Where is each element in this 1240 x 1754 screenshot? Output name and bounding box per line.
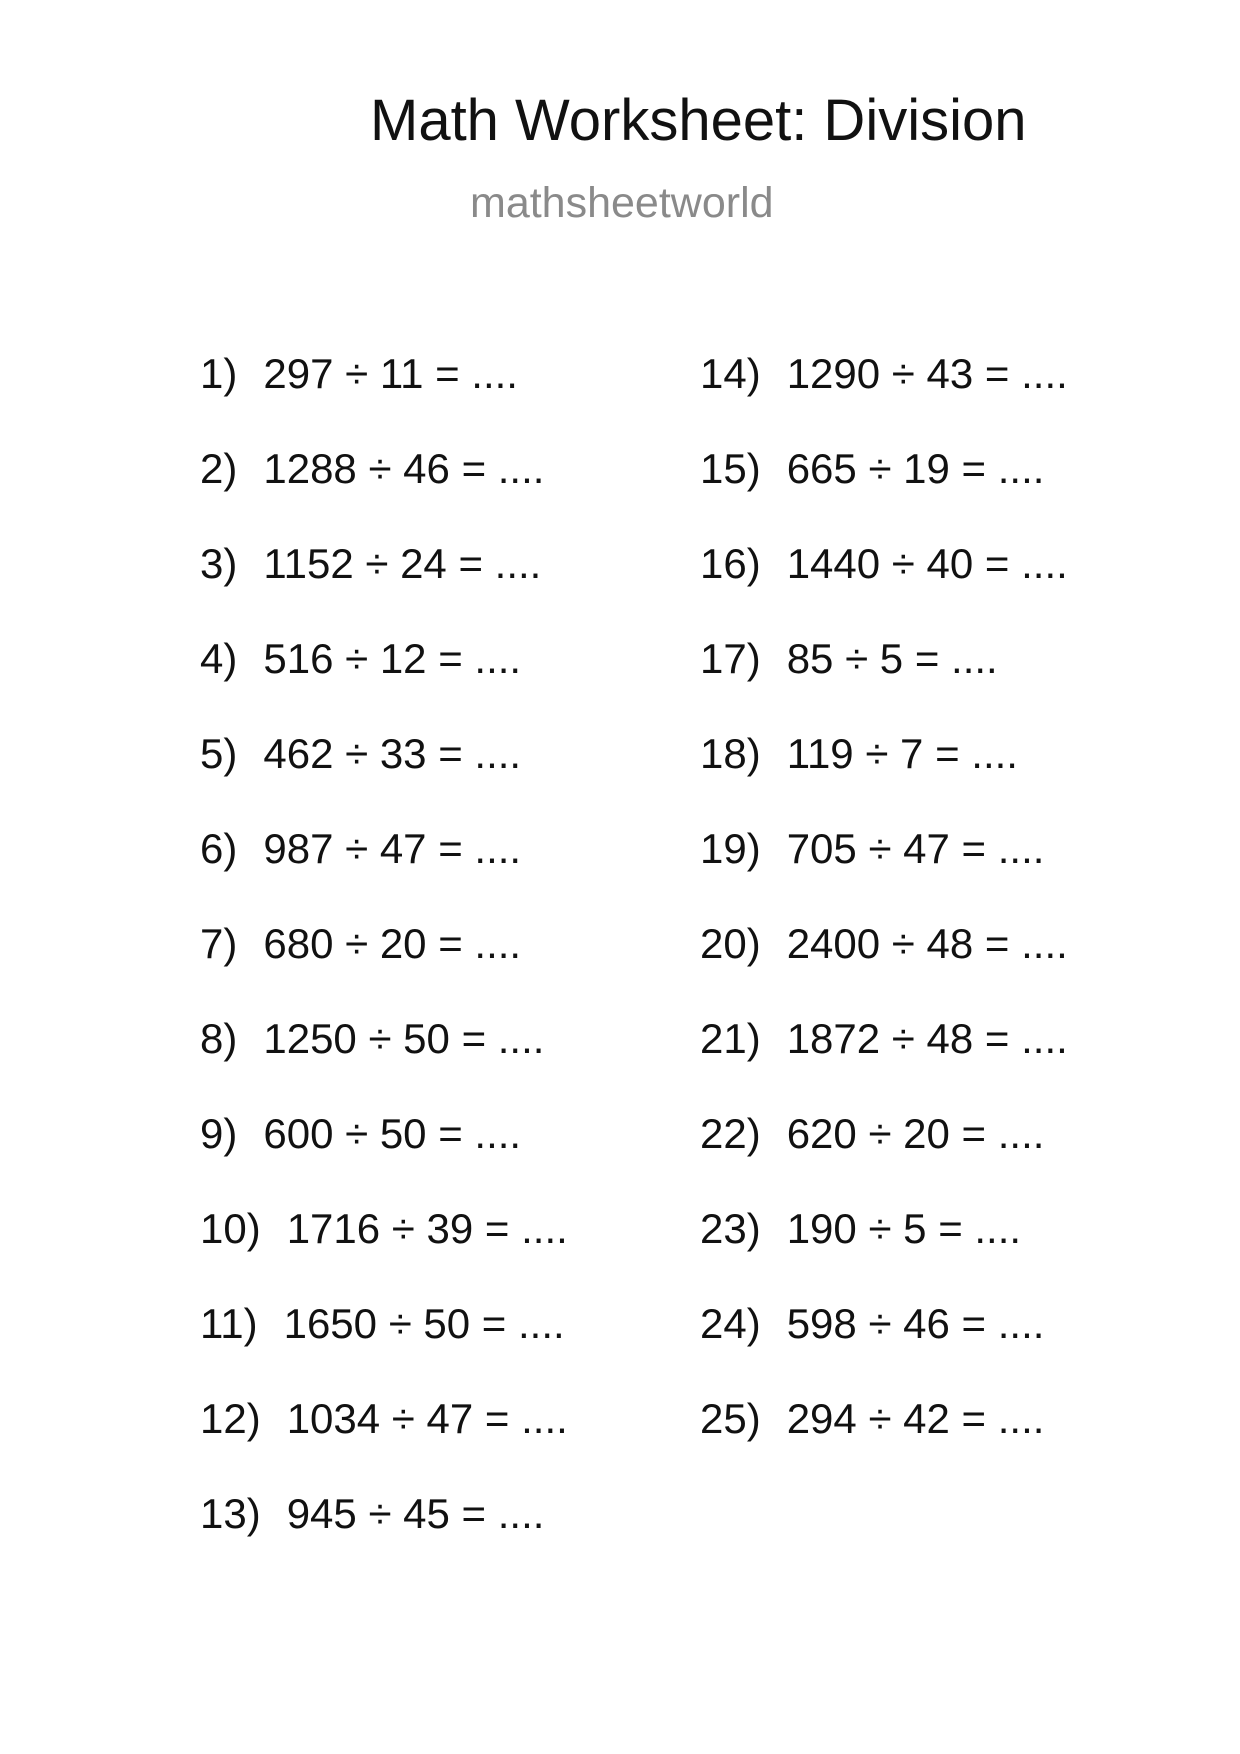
problem-item xyxy=(200,825,568,920)
problem-item xyxy=(200,350,568,445)
problem-number: 6) xyxy=(200,825,238,872)
problem-number: 4) xyxy=(200,635,238,682)
problem-item xyxy=(700,1015,1068,1110)
problem-item xyxy=(200,635,568,730)
problem-expression: 297 ÷ 11 = .... xyxy=(263,350,518,397)
problem-item xyxy=(200,1110,568,1205)
problem-number: 3) xyxy=(200,540,238,587)
worksheet-subtitle: mathsheetworld xyxy=(470,179,774,227)
problem-number: 21) xyxy=(700,1015,761,1062)
problem-expression: 1152 ÷ 24 = .... xyxy=(263,540,542,587)
problem-expression: 462 ÷ 33 = .... xyxy=(263,730,522,777)
problem-expression: 516 ÷ 12 = .... xyxy=(263,635,522,682)
problem-expression: 190 ÷ 5 = .... xyxy=(786,1205,1022,1252)
problem-item xyxy=(200,445,568,540)
problem-item xyxy=(700,1205,1068,1300)
problem-number: 9) xyxy=(200,1110,238,1157)
problem-item xyxy=(700,635,1068,730)
problem-expression: 119 ÷ 7 = .... xyxy=(786,730,1018,777)
problem-number: 18) xyxy=(700,730,761,777)
problem-expression: 705 ÷ 47 = .... xyxy=(786,825,1045,872)
problem-number: 14) xyxy=(700,350,761,397)
problem-item xyxy=(200,1490,568,1585)
problem-expression: 1716 ÷ 39 = .... xyxy=(286,1205,568,1252)
problem-number: 5) xyxy=(200,730,238,777)
problem-number: 7) xyxy=(200,920,238,967)
problem-expression: 1034 ÷ 47 = .... xyxy=(286,1395,568,1442)
problem-number: 10) xyxy=(200,1205,261,1252)
problem-expression: 945 ÷ 45 = .... xyxy=(286,1490,545,1537)
problem-list-left xyxy=(200,350,568,1585)
problem-item xyxy=(200,1300,568,1395)
problem-item xyxy=(200,1205,568,1300)
problem-number: 2) xyxy=(200,445,238,492)
problem-number: 25) xyxy=(700,1395,761,1442)
problem-item xyxy=(200,1015,568,1110)
problem-number: 20) xyxy=(700,920,761,967)
worksheet-title: Math Worksheet: Division xyxy=(370,88,1027,153)
problem-number: 22) xyxy=(700,1110,761,1157)
problem-number: 24) xyxy=(700,1300,761,1347)
problem-item xyxy=(200,1395,568,1490)
problem-item xyxy=(700,825,1068,920)
problem-expression: 1872 ÷ 48 = .... xyxy=(786,1015,1068,1062)
problem-expression: 1288 ÷ 46 = .... xyxy=(263,445,545,492)
problem-item xyxy=(700,540,1068,635)
problem-number: 17) xyxy=(700,635,761,682)
problem-item xyxy=(700,920,1068,1015)
problem-item xyxy=(700,1395,1068,1490)
problem-expression: 1440 ÷ 40 = .... xyxy=(786,540,1068,587)
problem-item xyxy=(700,350,1068,445)
problem-item xyxy=(700,445,1068,540)
problem-expression: 1250 ÷ 50 = .... xyxy=(263,1015,545,1062)
problem-expression: 987 ÷ 47 = .... xyxy=(263,825,522,872)
problem-expression: 600 ÷ 50 = .... xyxy=(263,1110,522,1157)
problem-item xyxy=(200,730,568,825)
problem-item xyxy=(700,1110,1068,1205)
problem-item xyxy=(700,1300,1068,1395)
problem-number: 11) xyxy=(200,1300,258,1347)
problem-item xyxy=(700,730,1068,825)
problem-expression: 1650 ÷ 50 = .... xyxy=(283,1300,565,1347)
problem-expression: 1290 ÷ 43 = .... xyxy=(786,350,1068,397)
problem-number: 23) xyxy=(700,1205,761,1252)
problem-item xyxy=(200,920,568,1015)
problem-number: 1) xyxy=(200,350,238,397)
problem-item xyxy=(200,540,568,635)
problem-number: 12) xyxy=(200,1395,261,1442)
problem-expression: 665 ÷ 19 = .... xyxy=(786,445,1045,492)
problem-expression: 680 ÷ 20 = .... xyxy=(263,920,522,967)
problem-number: 8) xyxy=(200,1015,238,1062)
problem-expression: 598 ÷ 46 = .... xyxy=(786,1300,1045,1347)
problem-number: 15) xyxy=(700,445,761,492)
problem-number: 13) xyxy=(200,1490,261,1537)
problem-list-right xyxy=(700,350,1068,1490)
problem-expression: 620 ÷ 20 = .... xyxy=(786,1110,1045,1157)
problem-number: 16) xyxy=(700,540,761,587)
problem-expression: 2400 ÷ 48 = .... xyxy=(786,920,1068,967)
problem-number: 19) xyxy=(700,825,761,872)
problem-expression: 85 ÷ 5 = .... xyxy=(786,635,998,682)
problem-expression: 294 ÷ 42 = .... xyxy=(786,1395,1045,1442)
